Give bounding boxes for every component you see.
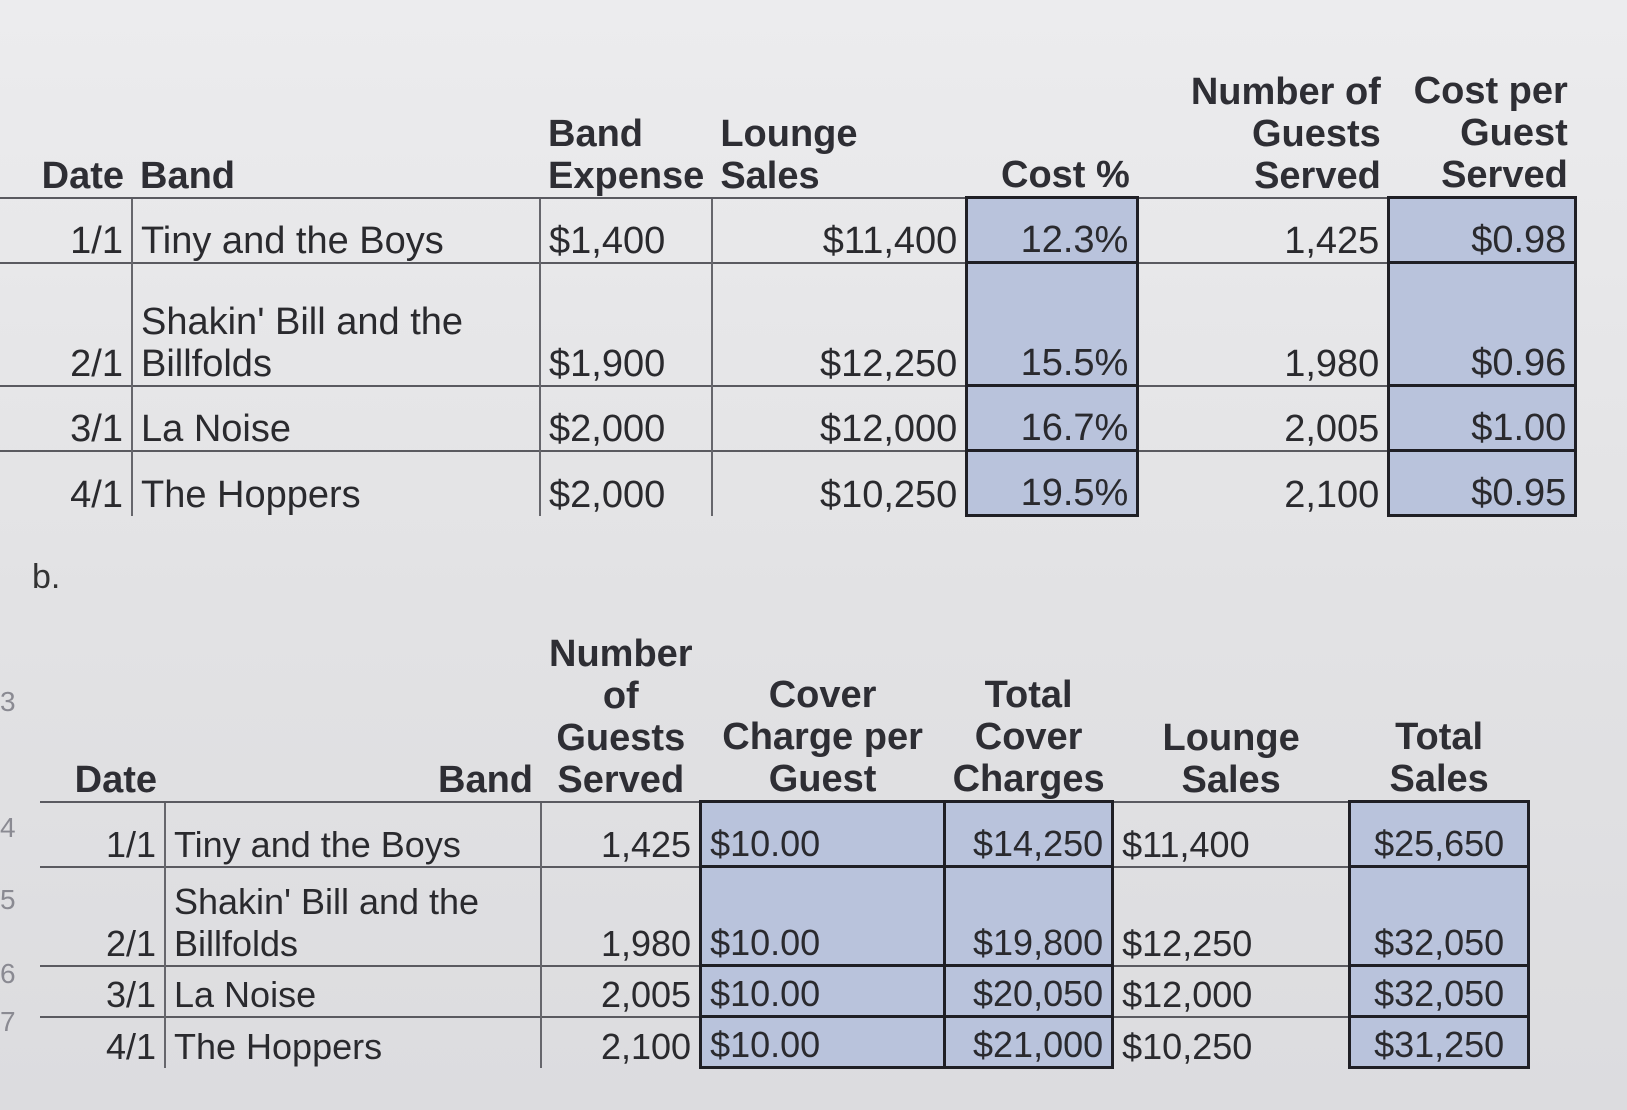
cell-date[interactable]: 2/1 xyxy=(0,263,132,386)
cell-cost-pct[interactable]: 12.3% xyxy=(967,198,1138,263)
row-number[interactable]: 6 xyxy=(0,958,16,989)
cell-lounge-sales[interactable]: $12,000 xyxy=(712,386,967,451)
cell-cover-per-guest[interactable]: $10.00 xyxy=(701,867,945,966)
cell-guests[interactable]: 2,005 xyxy=(1138,386,1389,451)
cell-band[interactable]: The Hoppers xyxy=(165,1017,541,1068)
cell-band[interactable]: La Noise xyxy=(165,966,541,1017)
cell-guests[interactable]: 1,980 xyxy=(541,867,701,966)
cell-total-cover[interactable]: $19,800 xyxy=(945,867,1113,966)
table-row xyxy=(40,966,1529,1017)
header-date: Date xyxy=(41,154,124,197)
cell-cost-per-guest[interactable]: $1.00 xyxy=(1389,386,1576,451)
cell-band-expense[interactable]: $2,000 xyxy=(540,386,712,451)
cell-cover-per-guest[interactable]: $10.00 xyxy=(701,802,945,867)
cell-guests[interactable]: 2,100 xyxy=(1138,451,1389,516)
row-number[interactable]: 4 xyxy=(0,812,16,843)
cell-guests[interactable]: 2,100 xyxy=(541,1017,701,1068)
table-row xyxy=(0,198,1576,263)
cell-lounge-sales[interactable]: $10,250 xyxy=(1113,1017,1350,1068)
cell-cost-per-guest[interactable]: $0.95 xyxy=(1389,451,1576,516)
header-lounge-sales: Lounge Sales xyxy=(1162,716,1300,801)
row-number[interactable]: 3 xyxy=(0,686,16,717)
cell-guests[interactable]: 1,425 xyxy=(541,802,701,867)
cell-band[interactable]: Shakin' Bill and the Billfolds xyxy=(165,867,541,966)
header-total-sales: Total Sales xyxy=(1389,716,1489,800)
cell-guests[interactable]: 1,980 xyxy=(1138,263,1389,386)
cell-cover-per-guest[interactable]: $10.00 xyxy=(701,1017,945,1068)
cell-cost-pct[interactable]: 15.5% xyxy=(967,263,1138,386)
cell-date[interactable]: 1/1 xyxy=(0,198,132,263)
header-guests-served: Number of Guests Served xyxy=(1190,70,1381,197)
section-label-b: b. xyxy=(32,558,61,596)
table-row xyxy=(40,1017,1529,1068)
cell-date[interactable]: 3/1 xyxy=(0,386,132,451)
table-row xyxy=(0,451,1576,516)
cell-guests[interactable]: 2,005 xyxy=(541,966,701,1017)
cell-lounge-sales[interactable]: $12,250 xyxy=(712,263,967,386)
table-row xyxy=(40,867,1529,966)
cell-cost-pct[interactable]: 16.7% xyxy=(967,386,1138,451)
cell-total-sales[interactable]: $32,050 xyxy=(1350,966,1529,1017)
cell-total-cover[interactable]: $20,050 xyxy=(945,966,1113,1017)
header-band: Band xyxy=(140,154,235,197)
cell-band[interactable]: Tiny and the Boys xyxy=(165,802,541,867)
row-number[interactable]: 5 xyxy=(0,884,16,915)
cell-lounge-sales[interactable]: $11,400 xyxy=(712,198,967,263)
cell-lounge-sales[interactable]: $12,000 xyxy=(1113,966,1350,1017)
table-row xyxy=(0,386,1576,451)
cell-band[interactable]: Shakin' Bill and the Billfolds xyxy=(132,263,540,386)
cover-charge-table xyxy=(40,605,1530,1069)
cell-band-expense[interactable]: $1,400 xyxy=(540,198,712,263)
cell-band[interactable]: La Noise xyxy=(132,386,540,451)
header-total-cover: Total Cover Charges xyxy=(952,674,1105,800)
cell-date[interactable]: 2/1 xyxy=(40,867,165,966)
header-cost-pct: Cost % xyxy=(1001,154,1130,196)
band-cost-table xyxy=(0,0,1577,517)
cell-date[interactable]: 4/1 xyxy=(40,1017,165,1068)
header-band-expense: Band Expense xyxy=(548,112,705,197)
header-date: Date xyxy=(74,758,157,801)
cell-cost-pct[interactable]: 19.5% xyxy=(967,451,1138,516)
cell-total-sales[interactable]: $25,650 xyxy=(1350,802,1529,867)
table-row xyxy=(0,263,1576,386)
cell-total-cover[interactable]: $14,250 xyxy=(945,802,1113,867)
cell-date[interactable]: 1/1 xyxy=(40,802,165,867)
table-row xyxy=(40,802,1529,867)
cell-date[interactable]: 4/1 xyxy=(0,451,132,516)
cell-guests[interactable]: 1,425 xyxy=(1138,198,1389,263)
cell-total-sales[interactable]: $32,050 xyxy=(1350,867,1529,966)
cell-total-cover[interactable]: $21,000 xyxy=(945,1017,1113,1068)
header-row xyxy=(40,605,1529,802)
header-row xyxy=(0,0,1576,198)
cell-band[interactable]: The Hoppers xyxy=(132,451,540,516)
header-cost-per-guest: Cost per Guest Served xyxy=(1413,70,1568,196)
header-lounge-sales: Lounge Sales xyxy=(720,112,858,197)
cell-band-expense[interactable]: $1,900 xyxy=(540,263,712,386)
cell-cost-per-guest[interactable]: $0.98 xyxy=(1389,198,1576,263)
header-band: Band xyxy=(438,758,533,801)
cell-cover-per-guest[interactable]: $10.00 xyxy=(701,966,945,1017)
cell-band[interactable]: Tiny and the Boys xyxy=(132,198,540,263)
cell-lounge-sales[interactable]: $10,250 xyxy=(712,451,967,516)
cell-lounge-sales[interactable]: $11,400 xyxy=(1113,802,1350,867)
header-cover-per-guest: Cover Charge per Guest xyxy=(722,674,923,800)
cell-total-sales[interactable]: $31,250 xyxy=(1350,1017,1529,1068)
row-number[interactable]: 7 xyxy=(0,1006,16,1037)
header-guests-served: Number of Guests Served xyxy=(549,632,693,801)
cell-lounge-sales[interactable]: $12,250 xyxy=(1113,867,1350,966)
cell-date[interactable]: 3/1 xyxy=(40,966,165,1017)
cell-cost-per-guest[interactable]: $0.96 xyxy=(1389,263,1576,386)
cell-band-expense[interactable]: $2,000 xyxy=(540,451,712,516)
